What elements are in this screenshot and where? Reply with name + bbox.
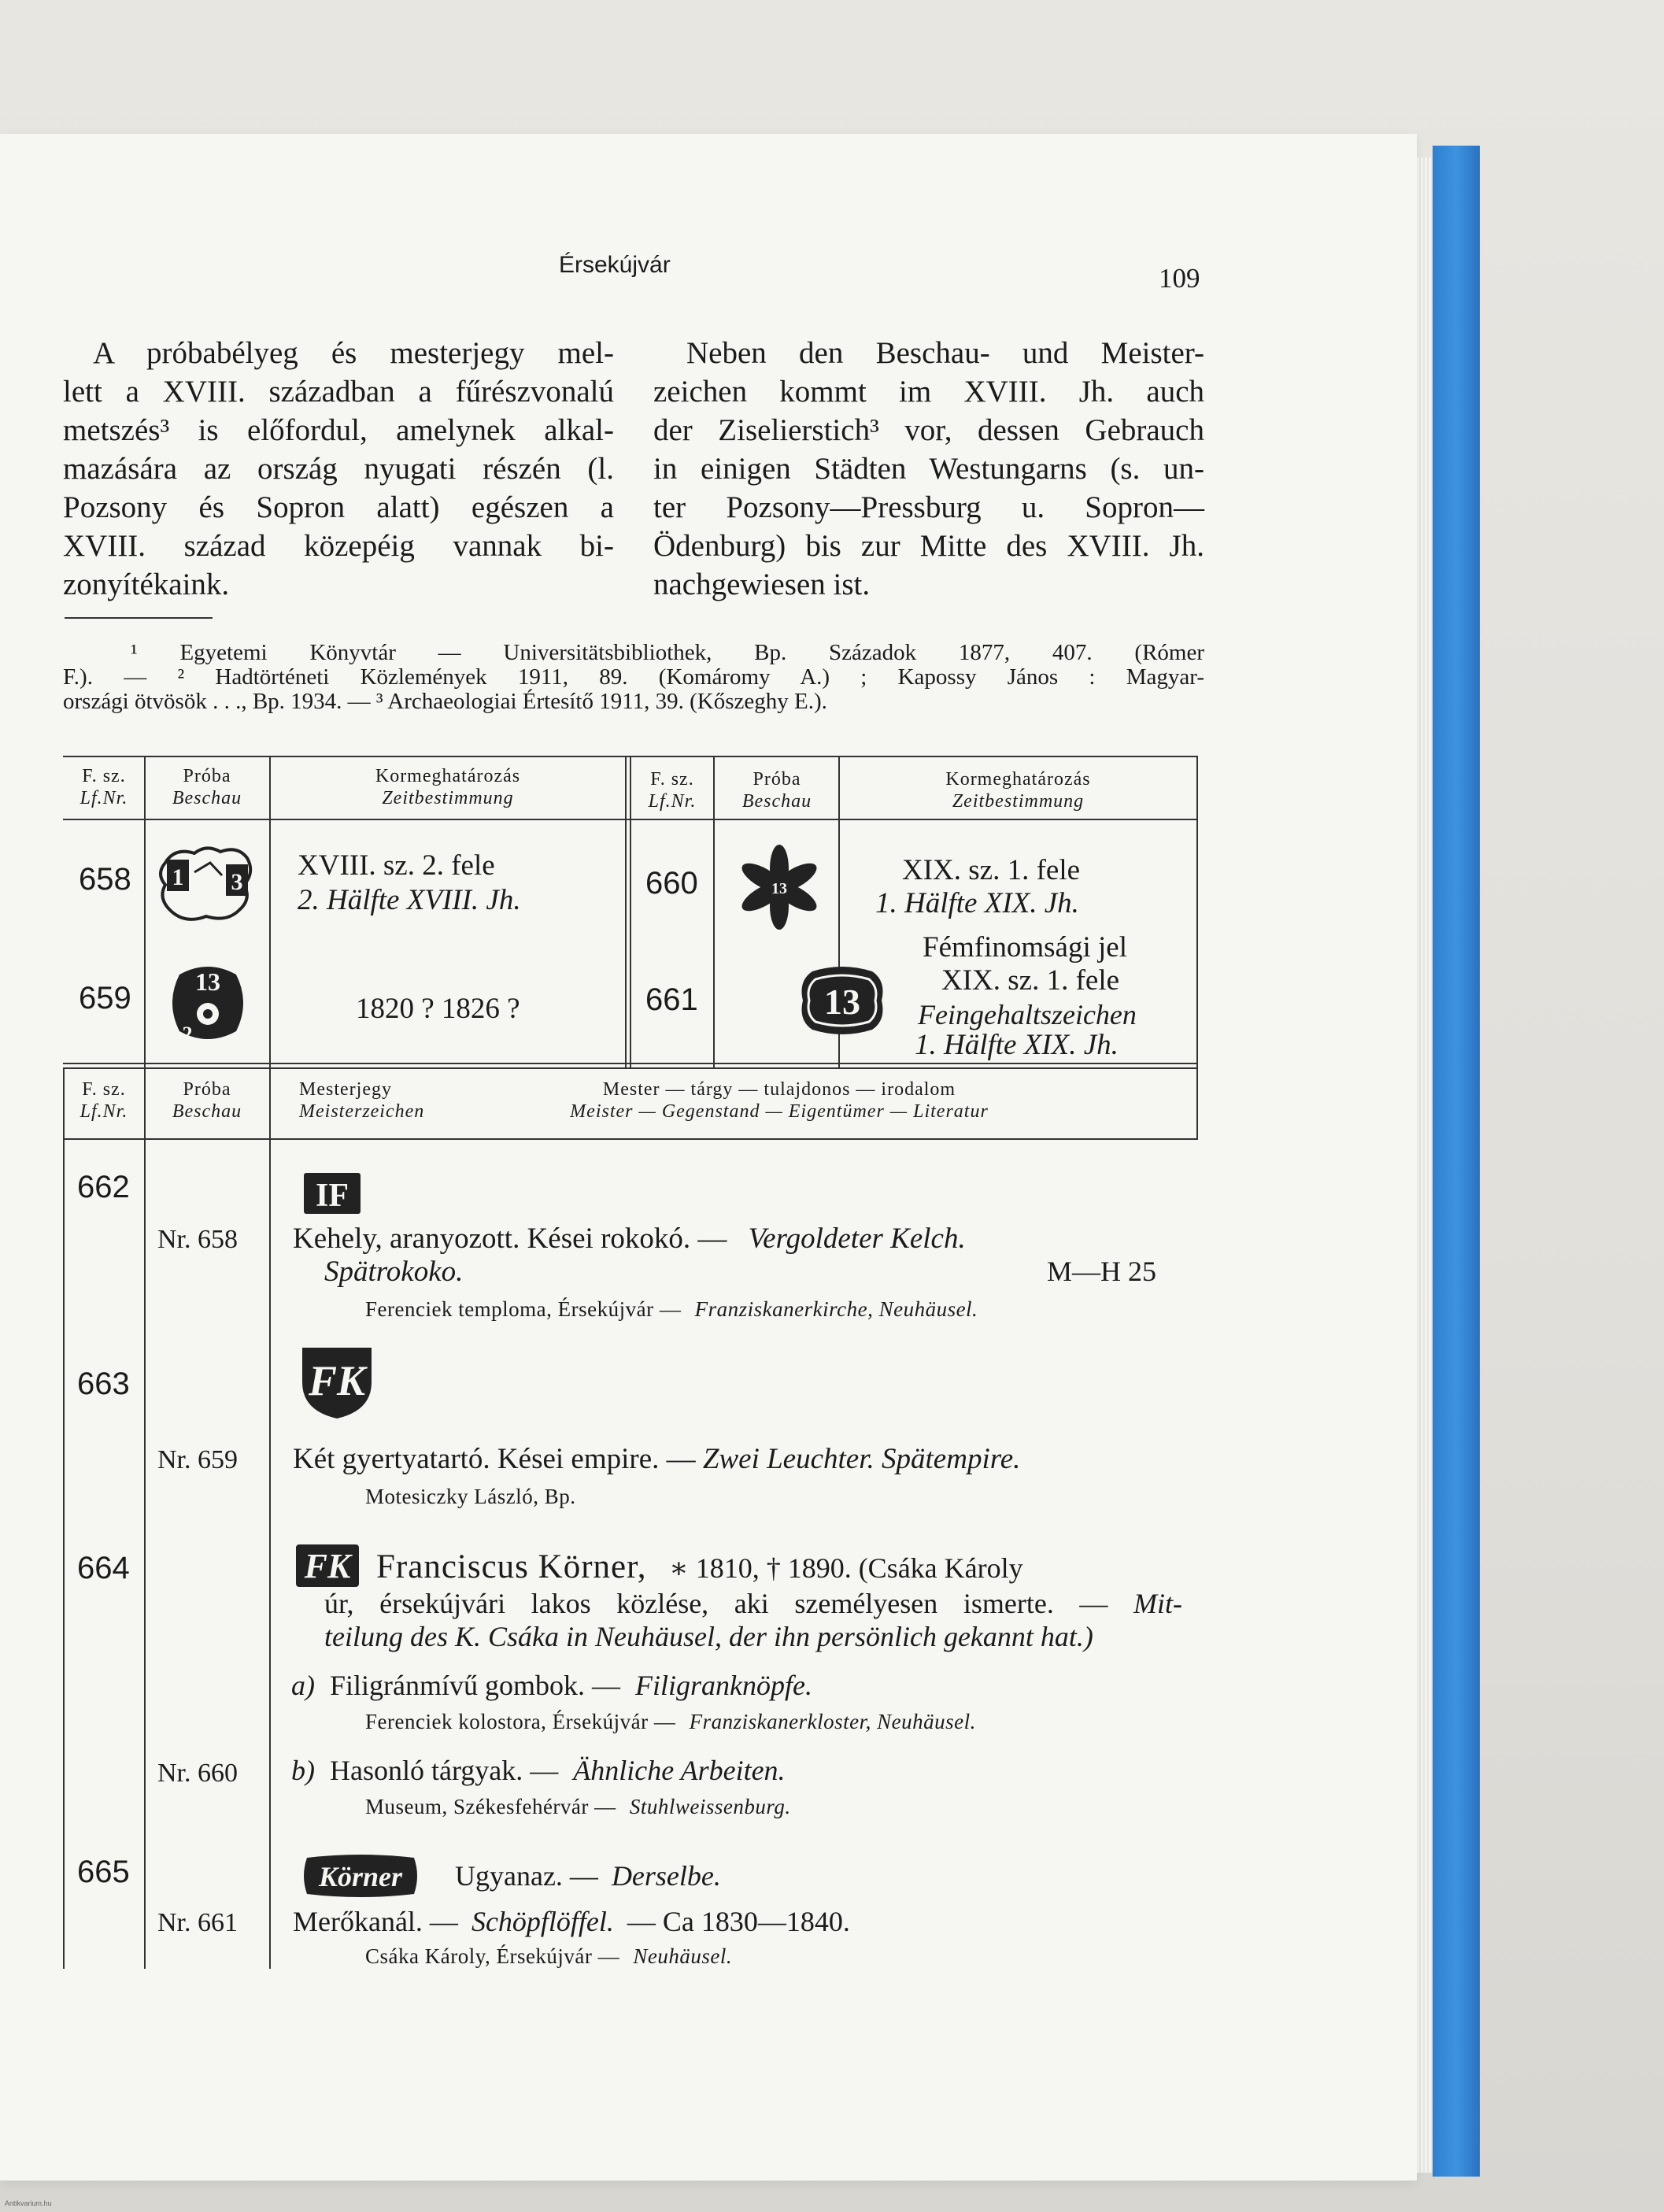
intro-de-line: der Ziselierstich³ vor, dessen Gebrauch	[653, 413, 1204, 447]
entry-number: 660	[645, 866, 698, 901]
date-hu: XIX. sz. 1. fele	[902, 854, 1081, 886]
header-fsz: F. sz. Lf.Nr.	[648, 769, 697, 812]
footnote-rule	[65, 617, 213, 619]
location: Csáka Károly, Érsekújvár — Neuhäusel.	[365, 1944, 733, 1968]
item-b: b) Hasonló tárgyak. — Ähnliche Arbeiten.	[291, 1755, 786, 1786]
entry-number: 664	[77, 1551, 130, 1585]
object-description: Merőkanál. — Schöpflöffel. — Ca 1830—1840.	[293, 1906, 850, 1937]
intro-de-line: Ödenburg) bis zur Mitte des XVIII. Jh.	[653, 529, 1204, 563]
svg-text:13: 13	[771, 880, 787, 897]
entry-number: 661	[645, 982, 698, 1017]
date-de: 1. Hälfte XIX. Jh.	[875, 887, 1079, 919]
master-mark-664	[294, 1543, 361, 1589]
svg-text:3: 3	[231, 869, 243, 895]
date-de: 1. Hälfte XIX. Jh.	[915, 1029, 1119, 1061]
svg-text:Körner: Körner	[318, 1861, 403, 1892]
master-mark-662	[302, 1171, 362, 1215]
svg-text:FK: FK	[308, 1357, 366, 1404]
literature-ref: M—H 25	[1047, 1256, 1157, 1287]
beschau-mark-661	[797, 965, 888, 1036]
intro-hu-line: lett a XVIII. században a fűrészvonalú	[63, 375, 614, 409]
master-mark-665	[301, 1853, 420, 1899]
object-description: Ugyanaz. — Derselbe.	[455, 1860, 721, 1892]
row-title-hu: Fémfinomsági jel	[923, 931, 1127, 964]
intro-de-line: Neben den Beschau- und Meister-	[686, 336, 1204, 370]
date-hu: XIX. sz. 1. fele	[941, 964, 1120, 997]
object-description: Kehely, aranyozott. Kései rokokó. — Vergoldeter Kelch.	[293, 1223, 966, 1255]
intro-de-line: in einigen Städten Westungarns (s. un-	[653, 452, 1204, 486]
intro-de-line: zeichen kommt im XVIII. Jh. auch	[653, 375, 1204, 409]
object-description: Két gyertyatartó. Kései empire. — Zwei Leuchter. Spätempire.	[293, 1443, 1021, 1475]
beschau-mark-660	[736, 844, 823, 930]
location: Ferenciek temploma, Érsekújvár — Franziskanerkirche, Neuhäusel.	[365, 1297, 978, 1321]
entry-number: 659	[79, 981, 131, 1015]
svg-text:2: 2	[182, 1023, 193, 1045]
master-note: úr, érsekújvári lakos közlése, aki személyesen ismerte. — Mit- teilung des K. Csáka in Neuhäusel, der ihn persönlich gekannt hat.)	[324, 1588, 1182, 1652]
footnote-line: F.). — ² Hadtörténeti Közlemények 1911, 89. (Komáromy A.) ; Kapossy János : Magyar-	[63, 664, 1204, 690]
entry-number: 663	[77, 1367, 130, 1401]
intro-hu-line: mazására az ország nyugati részén (l.	[63, 452, 614, 486]
svg-text:13: 13	[195, 967, 220, 996]
svg-text:13: 13	[824, 982, 860, 1022]
reference-number: Nr. 661	[157, 1908, 238, 1937]
intro-german	[653, 334, 1204, 604]
date-hu: 1820 ? 1826 ?	[356, 993, 520, 1025]
svg-text:1: 1	[172, 864, 184, 890]
intro-hu-line: metszés³ is előfordul, amelynek alkal-	[63, 413, 614, 447]
page-number: 109	[1159, 263, 1200, 294]
beschau-mark-659	[164, 959, 252, 1047]
footnote-line: ¹ Egyetemi Könyvtár — Universitätsbibliothek, Bp. Századok 1877, 407. (Rómer	[131, 640, 1204, 665]
header-kormeghatarozas: Kormeghatározás Zeitbestimmung	[945, 769, 1091, 812]
object-description-de: Spätrokoko.	[324, 1256, 464, 1288]
entry-number: 658	[79, 862, 131, 897]
date-de: 2. Hälfte XVIII. Jh.	[298, 884, 521, 916]
entry-number: 665	[77, 1855, 130, 1889]
location: Motesiczky László, Bp.	[365, 1485, 576, 1508]
header-fsz: F. sz. Lf.Nr.	[80, 1079, 128, 1122]
footnote-line: országi ötvösök . . ., Bp. 1934. — ³ Archaeologiai Értesítő 1911, 39. (Kőszeghy E.).	[63, 689, 827, 714]
book-cover-edge	[1433, 146, 1480, 2177]
entry-number: 662	[77, 1170, 130, 1204]
reference-number: Nr. 658	[157, 1225, 238, 1254]
intro-hungarian	[63, 334, 614, 604]
header-mester-targy: Mester — tárgy — tulajdonos — irodalom Meister — Gegenstand — Eigentümer — Literatur	[570, 1079, 989, 1122]
intro-de-line: ter Pozsony—Pressburg u. Sopron—	[653, 490, 1204, 524]
svg-text:IF: IF	[316, 1178, 349, 1214]
item-a: a) Filigránmívű gombok. — Filigranknöpfe.	[291, 1670, 812, 1701]
intro-hu-line: A próbabélyeg és mesterjegy mel-	[93, 336, 614, 370]
svg-text:FK: FK	[304, 1547, 351, 1585]
location: Museum, Székesfehérvár — Stuhlweissenburg.	[365, 1795, 791, 1818]
header-fsz: F. sz. Lf.Nr.	[80, 766, 128, 808]
intro-hu-line: XVIII. század közepéig vannak bi-	[63, 529, 614, 563]
header-proba: Próba Beschau	[172, 1079, 242, 1122]
header-mesterjegy: Mesterjegy Meisterzeichen	[299, 1079, 425, 1122]
master-name-line: Franciscus Körner, ∗ 1810, † 1890. (Csáka Károly	[376, 1548, 1023, 1585]
row-title-de: Feingehaltszeichen	[918, 999, 1137, 1030]
intro-hu-line: Pozsony és Sopron alatt) egészen a	[63, 490, 614, 524]
watermark: Antikvarium.hu	[5, 2199, 52, 2207]
reference-number: Nr. 660	[157, 1759, 238, 1788]
intro-de-line: nachgewiesen ist.	[653, 568, 871, 601]
footnotes	[63, 641, 1204, 714]
header-proba: Próba Beschau	[172, 766, 242, 808]
beschau-mark-658	[151, 841, 261, 927]
reference-number: Nr. 659	[157, 1445, 238, 1474]
running-head: Érsekújvár	[559, 252, 671, 278]
intro-hu-line: zonyítékaink.	[63, 568, 230, 601]
date-hu: XVIII. sz. 2. fele	[298, 849, 495, 882]
header-proba: Próba Beschau	[741, 769, 812, 812]
master-mark-663	[298, 1343, 376, 1422]
header-kormeghatarozas: Kormeghatározás Zeitbestimmung	[375, 766, 521, 808]
location: Ferenciek kolostora, Érsekújvár — Franziskanerkloster, Neuhäusel.	[365, 1710, 976, 1733]
